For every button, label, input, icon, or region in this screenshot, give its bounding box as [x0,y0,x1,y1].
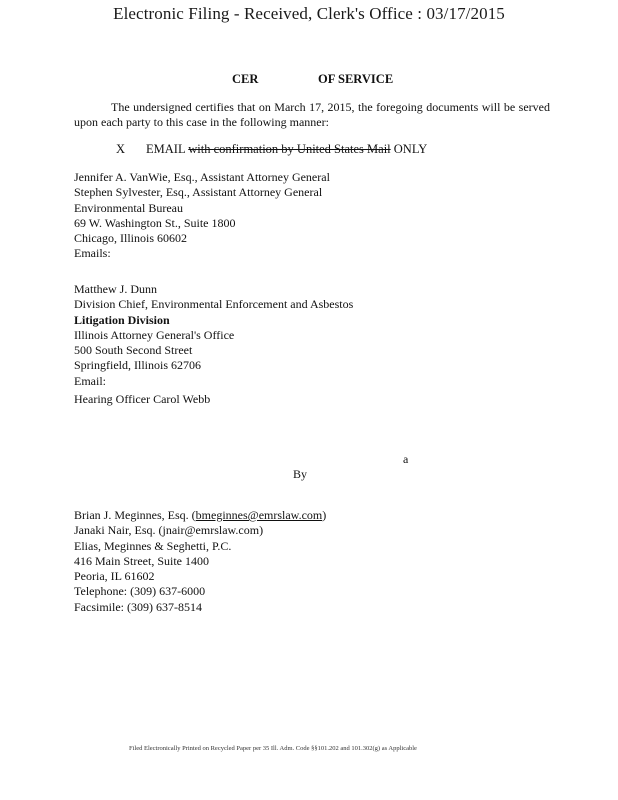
party2-line: Illinois Attorney General's Office [74,327,235,342]
meginnes-email-link[interactable]: bmeginnes@emrslaw.com [195,508,323,522]
party2-line: Matthew J. Dunn [74,282,157,296]
certification-paragraph: The undersigned certifies that on March 17, 2015, the foregoing documents will be served upon each party to this case in the following manner: [74,100,550,129]
signature-line-4: 416 Main Street, Suite 1400 [74,553,209,568]
by-label: By [293,467,308,481]
method-email: EMAIL [146,142,186,156]
signature-line-6: Telephone: (309) 637-6000 [74,584,206,599]
party1-line: Jennifer A. VanWie, Esq., Assistant Attorney General [74,170,330,184]
signature-block [74,508,326,615]
stray-mark: a [403,452,409,466]
method-only: ONLY [393,142,428,156]
signature-line-3: Elias, Meginnes & Seghetti, P.C. [74,538,232,553]
hearing-officer: Hearing Officer Carol Webb [74,392,211,406]
title-right: OF SERVICE [318,72,394,86]
service-method-mark: X [116,142,126,156]
service-method-line [146,142,427,157]
title-left: CER [232,72,259,86]
party1-line: Environmental Bureau [74,200,183,215]
party-block-division-chief [74,282,353,389]
signature-line-5: Peoria, IL 61602 [74,569,155,584]
party-block-attorney-general [74,170,330,262]
filing-stamp-header: Electronic Filing - Received, Clerk's Office : 03/17/2015 [113,4,505,23]
party1-line: Emails: [74,246,111,261]
party2-line: 500 South Second Street [74,343,193,358]
party2-line: Division Chief, Environmental Enforcement and Asbestos [74,297,354,312]
party2-line: Email: [74,373,106,388]
filing-footer: Filed Electronically Printed on Recycled Paper per 35 Ill. Adm. Code §§101.202 and 101.302(g) as Applicable [129,745,417,752]
signature-line-1: Brian J. Meginnes, Esq. (bmeginnes@emrslaw.com) [74,508,327,522]
party1-line: Stephen Sylvester, Esq., Assistant Attorney General [74,185,323,200]
party1-line: Chicago, Illinois 60602 [74,231,187,246]
party1-line: 69 W. Washington St., Suite 1800 [74,215,236,230]
signature-line-2: Janaki Nair, Esq. (jnair@emrslaw.com) [74,523,264,538]
party2-line: Springfield, Illinois 62706 [74,358,201,373]
party2-line: Litigation Division [74,312,170,327]
method-struck-text: with confirmation by United States Mail [188,142,391,156]
signature-line-7: Facsimile: (309) 637-8514 [74,599,202,614]
